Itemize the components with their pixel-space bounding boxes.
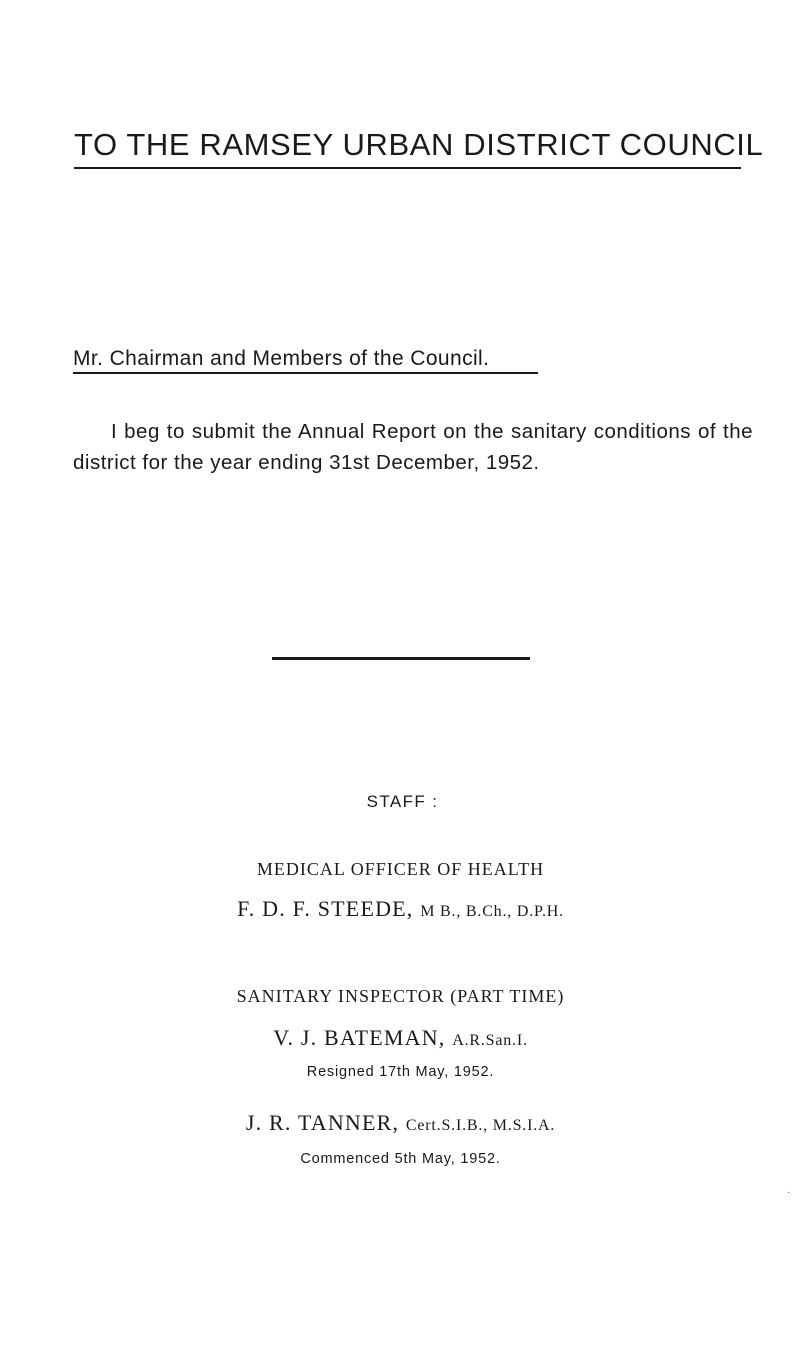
inspector-1-note: Resigned 17th May, 1952.	[306, 1064, 495, 1080]
sanitary-inspector-role: SANITARY INSPECTOR (PART TIME)	[236, 986, 565, 1006]
report-paragraph: I beg to submit the Annual Report on the sanitary conditions of the district for the year ending 31st December, 1952.	[73, 420, 753, 474]
medical-officer-name: F. D. F. STEEDE,	[237, 896, 414, 921]
inspector-1-name: V. J. BATEMAN,	[273, 1025, 446, 1050]
salutation: Mr. Chairman and Members of the Council.	[73, 347, 490, 370]
title-underline	[74, 167, 741, 169]
inspector-1-name-line	[0, 1025, 801, 1051]
section-divider	[272, 657, 530, 660]
inspector-2-qualifications: Cert.S.I.B., M.S.I.A.	[405, 1117, 556, 1134]
medical-officer-role: MEDICAL OFFICER OF HEALTH	[256, 859, 545, 879]
inspector-1-qualifications: A.R.San.I.	[452, 1032, 528, 1049]
medical-officer-name-line	[0, 896, 801, 922]
salutation-underline	[73, 372, 538, 374]
inspector-2-note: Commenced 5th May, 1952.	[300, 1151, 501, 1167]
page-title: TO THE RAMSEY URBAN DISTRICT COUNCIL	[74, 127, 764, 162]
medical-officer-qualifications: M B., B.Ch., D.P.H.	[420, 903, 564, 920]
page-speck: ·	[787, 1187, 791, 1198]
inspector-2-name: J. R. TANNER,	[245, 1110, 400, 1135]
staff-heading: STAFF :	[366, 792, 439, 811]
inspector-2-name-line	[0, 1110, 801, 1136]
